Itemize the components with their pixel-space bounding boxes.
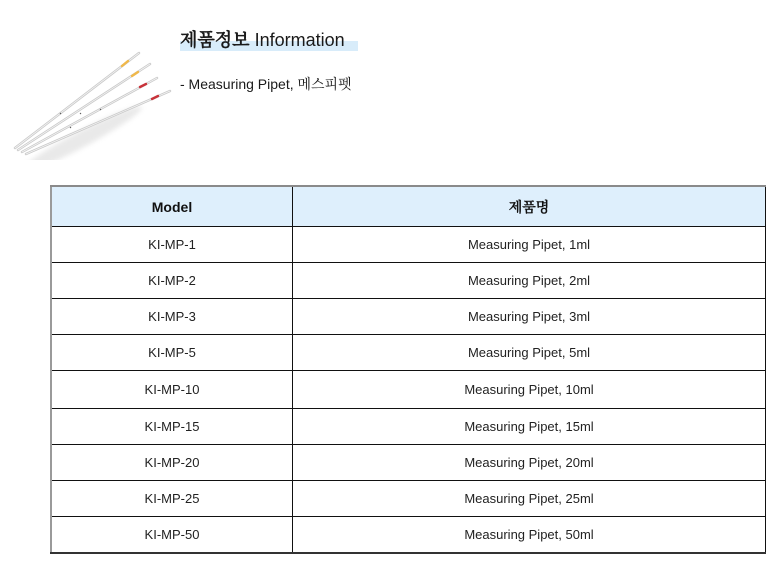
product-name-cell: Measuring Pipet, 3ml [293,299,766,335]
model-cell: KI-MP-1 [51,227,293,263]
product-name-cell: Measuring Pipet, 25ml [293,481,766,517]
page-title [180,28,345,52]
table-row [51,299,766,335]
model-cell: KI-MP-50 [51,517,293,554]
table-row [51,445,766,481]
column-header-product-name: 제품명 [293,186,766,227]
model-cell: KI-MP-10 [51,371,293,409]
product-name-cell: Measuring Pipet, 50ml [293,517,766,554]
model-cell: KI-MP-15 [51,409,293,445]
product-name-cell: Measuring Pipet, 10ml [293,371,766,409]
model-cell: KI-MP-2 [51,263,293,299]
product-table [50,185,766,554]
table-header-row [51,186,766,227]
table-row [51,227,766,263]
table-row [51,371,766,409]
table-row [51,409,766,445]
model-cell: KI-MP-25 [51,481,293,517]
table-row [51,481,766,517]
product-subtitle: - Measuring Pipet, 메스피펫 [180,76,352,92]
model-cell: KI-MP-20 [51,445,293,481]
table-row [51,335,766,371]
title-english: Information [254,30,345,50]
model-cell: KI-MP-5 [51,335,293,371]
product-name-cell: Measuring Pipet, 5ml [293,335,766,371]
model-cell: KI-MP-3 [51,299,293,335]
product-name-cell: Measuring Pipet, 2ml [293,263,766,299]
title-korean: 제품정보 [180,30,250,50]
table-row [51,263,766,299]
product-name-cell: Measuring Pipet, 15ml [293,409,766,445]
product-name-cell: Measuring Pipet, 20ml [293,445,766,481]
column-header-model: Model [51,186,293,227]
table-row [51,517,766,554]
product-name-cell: Measuring Pipet, 1ml [293,227,766,263]
pipettes-image [0,40,180,160]
